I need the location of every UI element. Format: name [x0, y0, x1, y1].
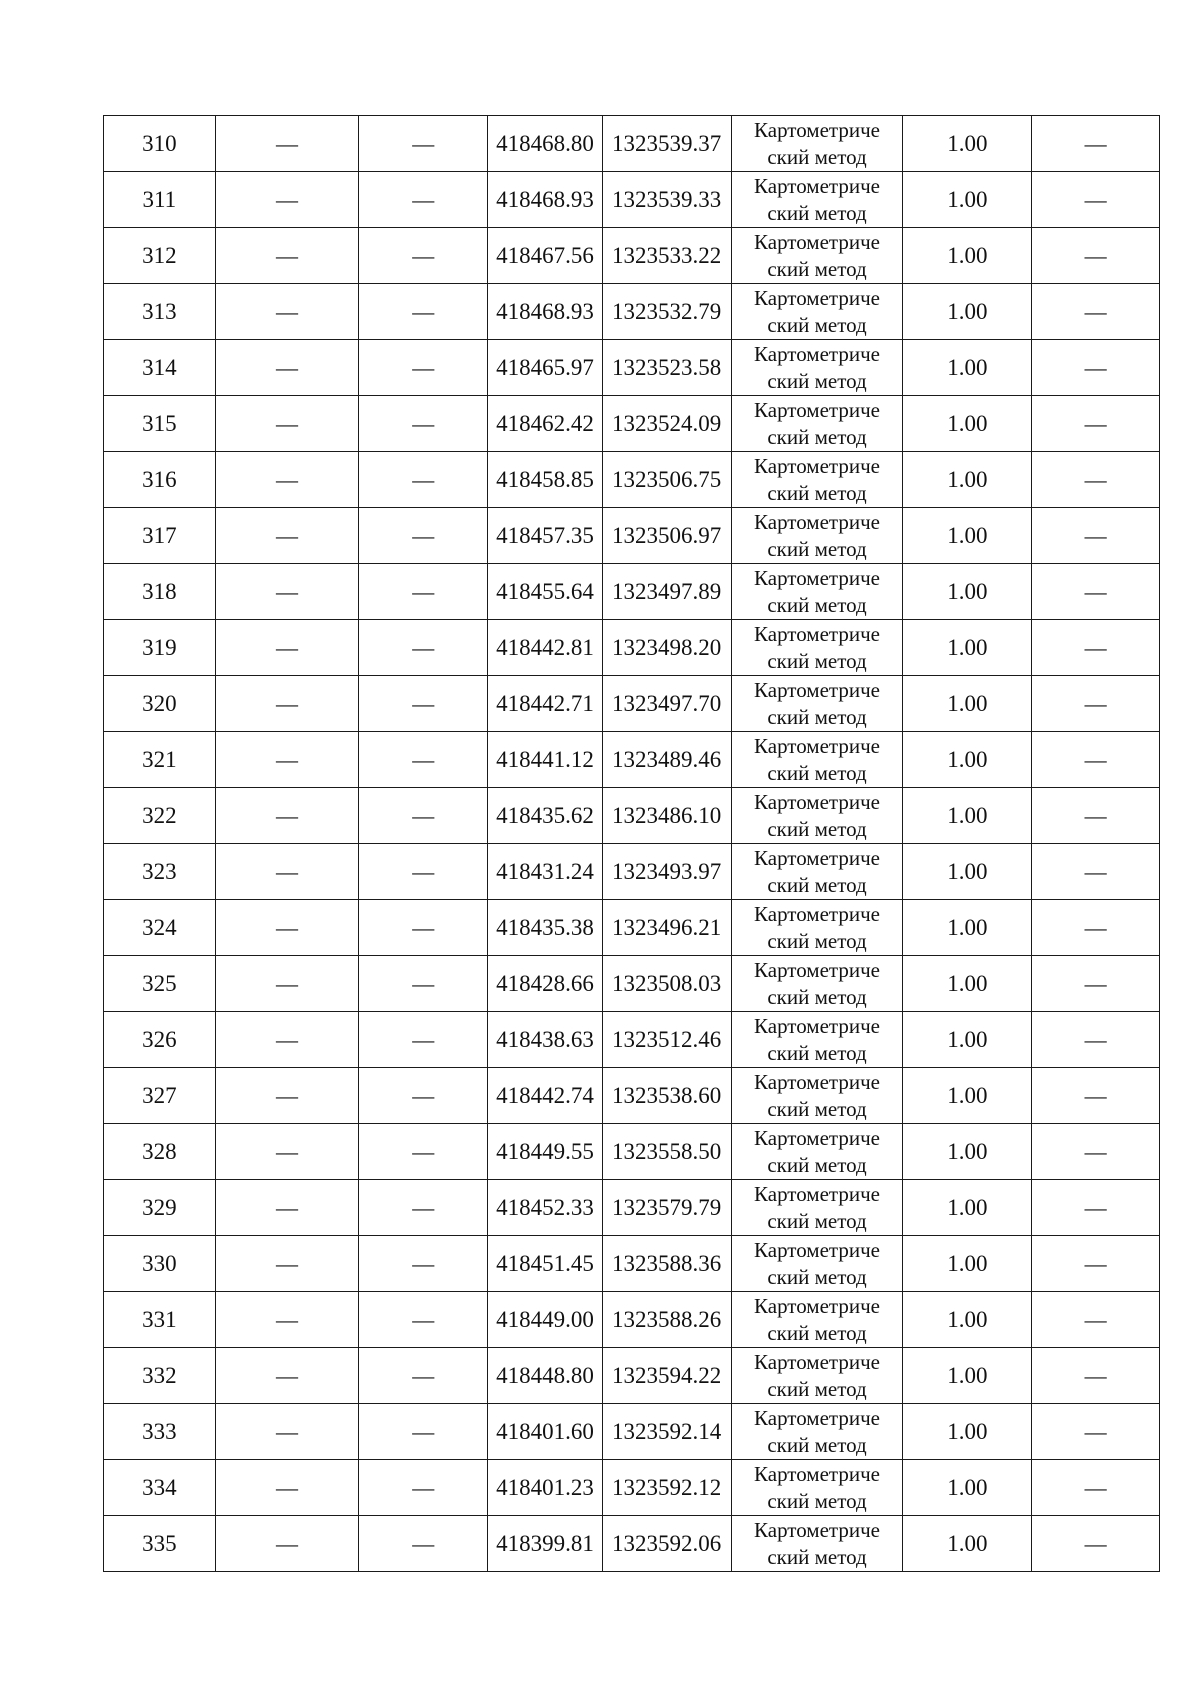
dash-cell: —	[1032, 172, 1160, 228]
dash-cell: —	[215, 788, 359, 844]
method-cell	[731, 1236, 903, 1292]
x-coordinate-cell: 418449.00	[488, 1292, 603, 1348]
dash-cell: —	[215, 1348, 359, 1404]
accuracy-cell: 1.00	[903, 116, 1032, 172]
y-coordinate-cell: 1323539.33	[602, 172, 731, 228]
dash-cell: —	[1032, 452, 1160, 508]
table-row	[104, 1460, 1160, 1516]
method-cell	[731, 732, 903, 788]
method-cell	[731, 508, 903, 564]
accuracy-cell: 1.00	[903, 844, 1032, 900]
table-row	[104, 396, 1160, 452]
method-text-line1: Картометриче	[754, 117, 880, 142]
dash-cell: —	[1032, 1292, 1160, 1348]
y-coordinate-cell: 1323498.20	[602, 620, 731, 676]
method-text-line2: ский метод	[767, 536, 867, 561]
dash-cell: —	[215, 844, 359, 900]
point-number-cell: 330	[104, 1236, 216, 1292]
y-coordinate-cell: 1323533.22	[602, 228, 731, 284]
point-number-cell: 332	[104, 1348, 216, 1404]
y-coordinate-cell: 1323506.97	[602, 508, 731, 564]
point-number-cell: 317	[104, 508, 216, 564]
dash-cell: —	[215, 732, 359, 788]
method-cell	[731, 788, 903, 844]
method-text-line2: ский метод	[767, 704, 867, 729]
x-coordinate-cell: 418449.55	[488, 1124, 603, 1180]
point-number-cell: 315	[104, 396, 216, 452]
x-coordinate-cell: 418435.38	[488, 900, 603, 956]
accuracy-cell: 1.00	[903, 1292, 1032, 1348]
accuracy-cell: 1.00	[903, 1236, 1032, 1292]
dash-cell: —	[1032, 1236, 1160, 1292]
method-cell	[731, 1348, 903, 1404]
method-cell	[731, 1124, 903, 1180]
x-coordinate-cell: 418448.80	[488, 1348, 603, 1404]
point-number-cell: 314	[104, 340, 216, 396]
point-number-cell: 333	[104, 1404, 216, 1460]
dash-cell: —	[215, 1236, 359, 1292]
table-row	[104, 1012, 1160, 1068]
y-coordinate-cell: 1323558.50	[602, 1124, 731, 1180]
table-row	[104, 956, 1160, 1012]
method-cell	[731, 1180, 903, 1236]
method-text-line1: Картометриче	[754, 565, 880, 590]
method-cell	[731, 1292, 903, 1348]
dash-cell: —	[359, 732, 488, 788]
x-coordinate-cell: 418442.71	[488, 676, 603, 732]
dash-cell: —	[359, 452, 488, 508]
method-text-line2: ский метод	[767, 1544, 867, 1569]
dash-cell: —	[1032, 340, 1160, 396]
point-number-cell: 323	[104, 844, 216, 900]
y-coordinate-cell: 1323523.58	[602, 340, 731, 396]
method-cell	[731, 452, 903, 508]
method-cell	[731, 340, 903, 396]
method-text-line1: Картометриче	[754, 621, 880, 646]
table-row	[104, 1404, 1160, 1460]
accuracy-cell: 1.00	[903, 788, 1032, 844]
method-cell	[731, 396, 903, 452]
dash-cell: —	[1032, 508, 1160, 564]
point-number-cell: 331	[104, 1292, 216, 1348]
method-cell	[731, 116, 903, 172]
method-cell	[731, 900, 903, 956]
method-cell	[731, 620, 903, 676]
point-number-cell: 329	[104, 1180, 216, 1236]
y-coordinate-cell: 1323592.12	[602, 1460, 731, 1516]
method-text-line2: ский метод	[767, 1320, 867, 1345]
dash-cell: —	[359, 676, 488, 732]
table-row	[104, 564, 1160, 620]
dash-cell: —	[215, 228, 359, 284]
dash-cell: —	[215, 452, 359, 508]
table-row	[104, 452, 1160, 508]
accuracy-cell: 1.00	[903, 1124, 1032, 1180]
table-row	[104, 620, 1160, 676]
accuracy-cell: 1.00	[903, 732, 1032, 788]
dash-cell: —	[1032, 844, 1160, 900]
accuracy-cell: 1.00	[903, 676, 1032, 732]
table-row	[104, 1124, 1160, 1180]
table-row	[104, 732, 1160, 788]
dash-cell: —	[215, 956, 359, 1012]
accuracy-cell: 1.00	[903, 1348, 1032, 1404]
x-coordinate-cell: 418441.12	[488, 732, 603, 788]
y-coordinate-cell: 1323592.06	[602, 1516, 731, 1572]
method-text-line2: ский метод	[767, 312, 867, 337]
table-body	[104, 116, 1160, 1572]
table-row	[104, 116, 1160, 172]
dash-cell: —	[359, 1068, 488, 1124]
point-number-cell: 326	[104, 1012, 216, 1068]
table-row	[104, 1068, 1160, 1124]
dash-cell: —	[359, 1012, 488, 1068]
table-row	[104, 340, 1160, 396]
method-cell	[731, 284, 903, 340]
method-text-line2: ский метод	[767, 1096, 867, 1121]
y-coordinate-cell: 1323497.89	[602, 564, 731, 620]
dash-cell: —	[359, 228, 488, 284]
method-cell	[731, 1068, 903, 1124]
table-row	[104, 900, 1160, 956]
method-cell	[731, 1516, 903, 1572]
dash-cell: —	[1032, 396, 1160, 452]
y-coordinate-cell: 1323497.70	[602, 676, 731, 732]
x-coordinate-cell: 418435.62	[488, 788, 603, 844]
dash-cell: —	[359, 284, 488, 340]
dash-cell: —	[1032, 1460, 1160, 1516]
accuracy-cell: 1.00	[903, 340, 1032, 396]
accuracy-cell: 1.00	[903, 508, 1032, 564]
accuracy-cell: 1.00	[903, 900, 1032, 956]
x-coordinate-cell: 418468.93	[488, 172, 603, 228]
method-text-line2: ский метод	[767, 872, 867, 897]
method-text-line1: Картометриче	[754, 453, 880, 478]
method-text-line1: Картометриче	[754, 397, 880, 422]
accuracy-cell: 1.00	[903, 564, 1032, 620]
method-cell	[731, 1460, 903, 1516]
accuracy-cell: 1.00	[903, 1068, 1032, 1124]
method-text-line1: Картометриче	[754, 1405, 880, 1430]
dash-cell: —	[215, 676, 359, 732]
dash-cell: —	[359, 1460, 488, 1516]
dash-cell: —	[359, 564, 488, 620]
x-coordinate-cell: 418451.45	[488, 1236, 603, 1292]
point-number-cell: 321	[104, 732, 216, 788]
accuracy-cell: 1.00	[903, 1012, 1032, 1068]
method-cell	[731, 956, 903, 1012]
table-row	[104, 508, 1160, 564]
dash-cell: —	[1032, 1124, 1160, 1180]
method-text-line2: ский метод	[767, 1208, 867, 1233]
dash-cell: —	[1032, 284, 1160, 340]
point-number-cell: 312	[104, 228, 216, 284]
method-text-line1: Картометриче	[754, 1349, 880, 1374]
dash-cell: —	[1032, 900, 1160, 956]
method-text-line1: Картометриче	[754, 341, 880, 366]
dash-cell: —	[359, 396, 488, 452]
point-number-cell: 322	[104, 788, 216, 844]
y-coordinate-cell: 1323506.75	[602, 452, 731, 508]
x-coordinate-cell: 418438.63	[488, 1012, 603, 1068]
method-text-line2: ский метод	[767, 144, 867, 169]
y-coordinate-cell: 1323594.22	[602, 1348, 731, 1404]
method-text-line2: ский метод	[767, 1376, 867, 1401]
accuracy-cell: 1.00	[903, 1516, 1032, 1572]
table-row	[104, 676, 1160, 732]
x-coordinate-cell: 418465.97	[488, 340, 603, 396]
method-text-line2: ский метод	[767, 480, 867, 505]
table-row	[104, 1516, 1160, 1572]
method-text-line1: Картометриче	[754, 509, 880, 534]
x-coordinate-cell: 418442.74	[488, 1068, 603, 1124]
dash-cell: —	[359, 172, 488, 228]
point-number-cell: 324	[104, 900, 216, 956]
dash-cell: —	[359, 900, 488, 956]
point-number-cell: 313	[104, 284, 216, 340]
x-coordinate-cell: 418452.33	[488, 1180, 603, 1236]
table-row	[104, 1348, 1160, 1404]
method-text-line1: Картометриче	[754, 845, 880, 870]
y-coordinate-cell: 1323532.79	[602, 284, 731, 340]
dash-cell: —	[359, 1516, 488, 1572]
dash-cell: —	[215, 1068, 359, 1124]
method-text-line2: ский метод	[767, 368, 867, 393]
method-text-line2: ский метод	[767, 760, 867, 785]
dash-cell: —	[359, 956, 488, 1012]
x-coordinate-cell: 418431.24	[488, 844, 603, 900]
y-coordinate-cell: 1323493.97	[602, 844, 731, 900]
y-coordinate-cell: 1323579.79	[602, 1180, 731, 1236]
y-coordinate-cell: 1323508.03	[602, 956, 731, 1012]
method-text-line2: ский метод	[767, 1432, 867, 1457]
dash-cell: —	[215, 508, 359, 564]
table-row	[104, 228, 1160, 284]
dash-cell: —	[215, 1012, 359, 1068]
x-coordinate-cell: 418401.60	[488, 1404, 603, 1460]
point-number-cell: 319	[104, 620, 216, 676]
method-text-line1: Картометриче	[754, 1125, 880, 1150]
dash-cell: —	[215, 340, 359, 396]
method-text-line1: Картометриче	[754, 1181, 880, 1206]
x-coordinate-cell: 418458.85	[488, 452, 603, 508]
table-row	[104, 788, 1160, 844]
method-text-line1: Картометриче	[754, 733, 880, 758]
dash-cell: —	[359, 1236, 488, 1292]
accuracy-cell: 1.00	[903, 396, 1032, 452]
y-coordinate-cell: 1323592.14	[602, 1404, 731, 1460]
dash-cell: —	[1032, 1516, 1160, 1572]
accuracy-cell: 1.00	[903, 1404, 1032, 1460]
method-text-line1: Картометриче	[754, 789, 880, 814]
dash-cell: —	[215, 172, 359, 228]
method-text-line1: Картометриче	[754, 1013, 880, 1038]
accuracy-cell: 1.00	[903, 1180, 1032, 1236]
dash-cell: —	[1032, 676, 1160, 732]
point-number-cell: 316	[104, 452, 216, 508]
method-cell	[731, 228, 903, 284]
accuracy-cell: 1.00	[903, 228, 1032, 284]
dash-cell: —	[359, 116, 488, 172]
dash-cell: —	[359, 844, 488, 900]
method-cell	[731, 1404, 903, 1460]
y-coordinate-cell: 1323486.10	[602, 788, 731, 844]
y-coordinate-cell: 1323538.60	[602, 1068, 731, 1124]
x-coordinate-cell: 418455.64	[488, 564, 603, 620]
y-coordinate-cell: 1323588.26	[602, 1292, 731, 1348]
dash-cell: —	[359, 1180, 488, 1236]
dash-cell: —	[359, 508, 488, 564]
dash-cell: —	[1032, 1068, 1160, 1124]
method-text-line2: ский метод	[767, 984, 867, 1009]
dash-cell: —	[1032, 1180, 1160, 1236]
accuracy-cell: 1.00	[903, 620, 1032, 676]
dash-cell: —	[1032, 228, 1160, 284]
dash-cell: —	[215, 1404, 359, 1460]
x-coordinate-cell: 418468.93	[488, 284, 603, 340]
y-coordinate-cell: 1323496.21	[602, 900, 731, 956]
method-text-line2: ский метод	[767, 1488, 867, 1513]
x-coordinate-cell: 418467.56	[488, 228, 603, 284]
x-coordinate-cell: 418401.23	[488, 1460, 603, 1516]
dash-cell: —	[359, 620, 488, 676]
dash-cell: —	[1032, 1012, 1160, 1068]
method-text-line1: Картометриче	[754, 173, 880, 198]
method-text-line2: ский метод	[767, 816, 867, 841]
table-row	[104, 284, 1160, 340]
y-coordinate-cell: 1323588.36	[602, 1236, 731, 1292]
point-number-cell: 318	[104, 564, 216, 620]
x-coordinate-cell: 418468.80	[488, 116, 603, 172]
y-coordinate-cell: 1323524.09	[602, 396, 731, 452]
point-number-cell: 335	[104, 1516, 216, 1572]
dash-cell: —	[215, 1292, 359, 1348]
method-cell	[731, 172, 903, 228]
dash-cell: —	[1032, 788, 1160, 844]
method-text-line2: ский метод	[767, 648, 867, 673]
coordinates-table	[103, 115, 1160, 1572]
x-coordinate-cell: 418442.81	[488, 620, 603, 676]
method-text-line2: ский метод	[767, 1040, 867, 1065]
method-text-line2: ский метод	[767, 1152, 867, 1177]
point-number-cell: 327	[104, 1068, 216, 1124]
method-text-line1: Картометриче	[754, 1069, 880, 1094]
table-row	[104, 1180, 1160, 1236]
point-number-cell: 311	[104, 172, 216, 228]
table-row	[104, 844, 1160, 900]
dash-cell: —	[359, 788, 488, 844]
dash-cell: —	[359, 1404, 488, 1460]
x-coordinate-cell: 418399.81	[488, 1516, 603, 1572]
method-text-line1: Картометриче	[754, 285, 880, 310]
table-row	[104, 1292, 1160, 1348]
x-coordinate-cell: 418462.42	[488, 396, 603, 452]
dash-cell: —	[1032, 564, 1160, 620]
method-text-line2: ский метод	[767, 928, 867, 953]
y-coordinate-cell: 1323512.46	[602, 1012, 731, 1068]
point-number-cell: 334	[104, 1460, 216, 1516]
method-cell	[731, 1012, 903, 1068]
dash-cell: —	[1032, 1404, 1160, 1460]
dash-cell: —	[215, 620, 359, 676]
method-cell	[731, 564, 903, 620]
dash-cell: —	[359, 1124, 488, 1180]
dash-cell: —	[359, 1292, 488, 1348]
dash-cell: —	[215, 564, 359, 620]
y-coordinate-cell: 1323539.37	[602, 116, 731, 172]
accuracy-cell: 1.00	[903, 1460, 1032, 1516]
dash-cell: —	[215, 1180, 359, 1236]
dash-cell: —	[1032, 116, 1160, 172]
table-row	[104, 1236, 1160, 1292]
accuracy-cell: 1.00	[903, 172, 1032, 228]
method-text-line2: ский метод	[767, 424, 867, 449]
dash-cell: —	[215, 396, 359, 452]
method-text-line2: ский метод	[767, 592, 867, 617]
point-number-cell: 320	[104, 676, 216, 732]
table-row	[104, 172, 1160, 228]
dash-cell: —	[215, 1124, 359, 1180]
accuracy-cell: 1.00	[903, 452, 1032, 508]
y-coordinate-cell: 1323489.46	[602, 732, 731, 788]
method-text-line2: ский метод	[767, 1264, 867, 1289]
dash-cell: —	[215, 1516, 359, 1572]
method-text-line1: Картометриче	[754, 677, 880, 702]
dash-cell: —	[215, 116, 359, 172]
method-text-line1: Картометриче	[754, 1293, 880, 1318]
method-text-line1: Картометриче	[754, 957, 880, 982]
accuracy-cell: 1.00	[903, 956, 1032, 1012]
dash-cell: —	[1032, 956, 1160, 1012]
dash-cell: —	[1032, 1348, 1160, 1404]
method-text-line1: Картометриче	[754, 1517, 880, 1542]
method-cell	[731, 844, 903, 900]
point-number-cell: 310	[104, 116, 216, 172]
dash-cell: —	[1032, 732, 1160, 788]
x-coordinate-cell: 418428.66	[488, 956, 603, 1012]
method-text-line1: Картометриче	[754, 1461, 880, 1486]
x-coordinate-cell: 418457.35	[488, 508, 603, 564]
method-text-line1: Картометриче	[754, 901, 880, 926]
dash-cell: —	[359, 340, 488, 396]
method-cell	[731, 676, 903, 732]
dash-cell: —	[215, 900, 359, 956]
method-text-line1: Картометриче	[754, 229, 880, 254]
method-text-line2: ский метод	[767, 200, 867, 225]
dash-cell: —	[359, 1348, 488, 1404]
method-text-line2: ский метод	[767, 256, 867, 281]
dash-cell: —	[1032, 620, 1160, 676]
method-text-line1: Картометриче	[754, 1237, 880, 1262]
accuracy-cell: 1.00	[903, 284, 1032, 340]
dash-cell: —	[215, 284, 359, 340]
dash-cell: —	[215, 1460, 359, 1516]
point-number-cell: 325	[104, 956, 216, 1012]
point-number-cell: 328	[104, 1124, 216, 1180]
